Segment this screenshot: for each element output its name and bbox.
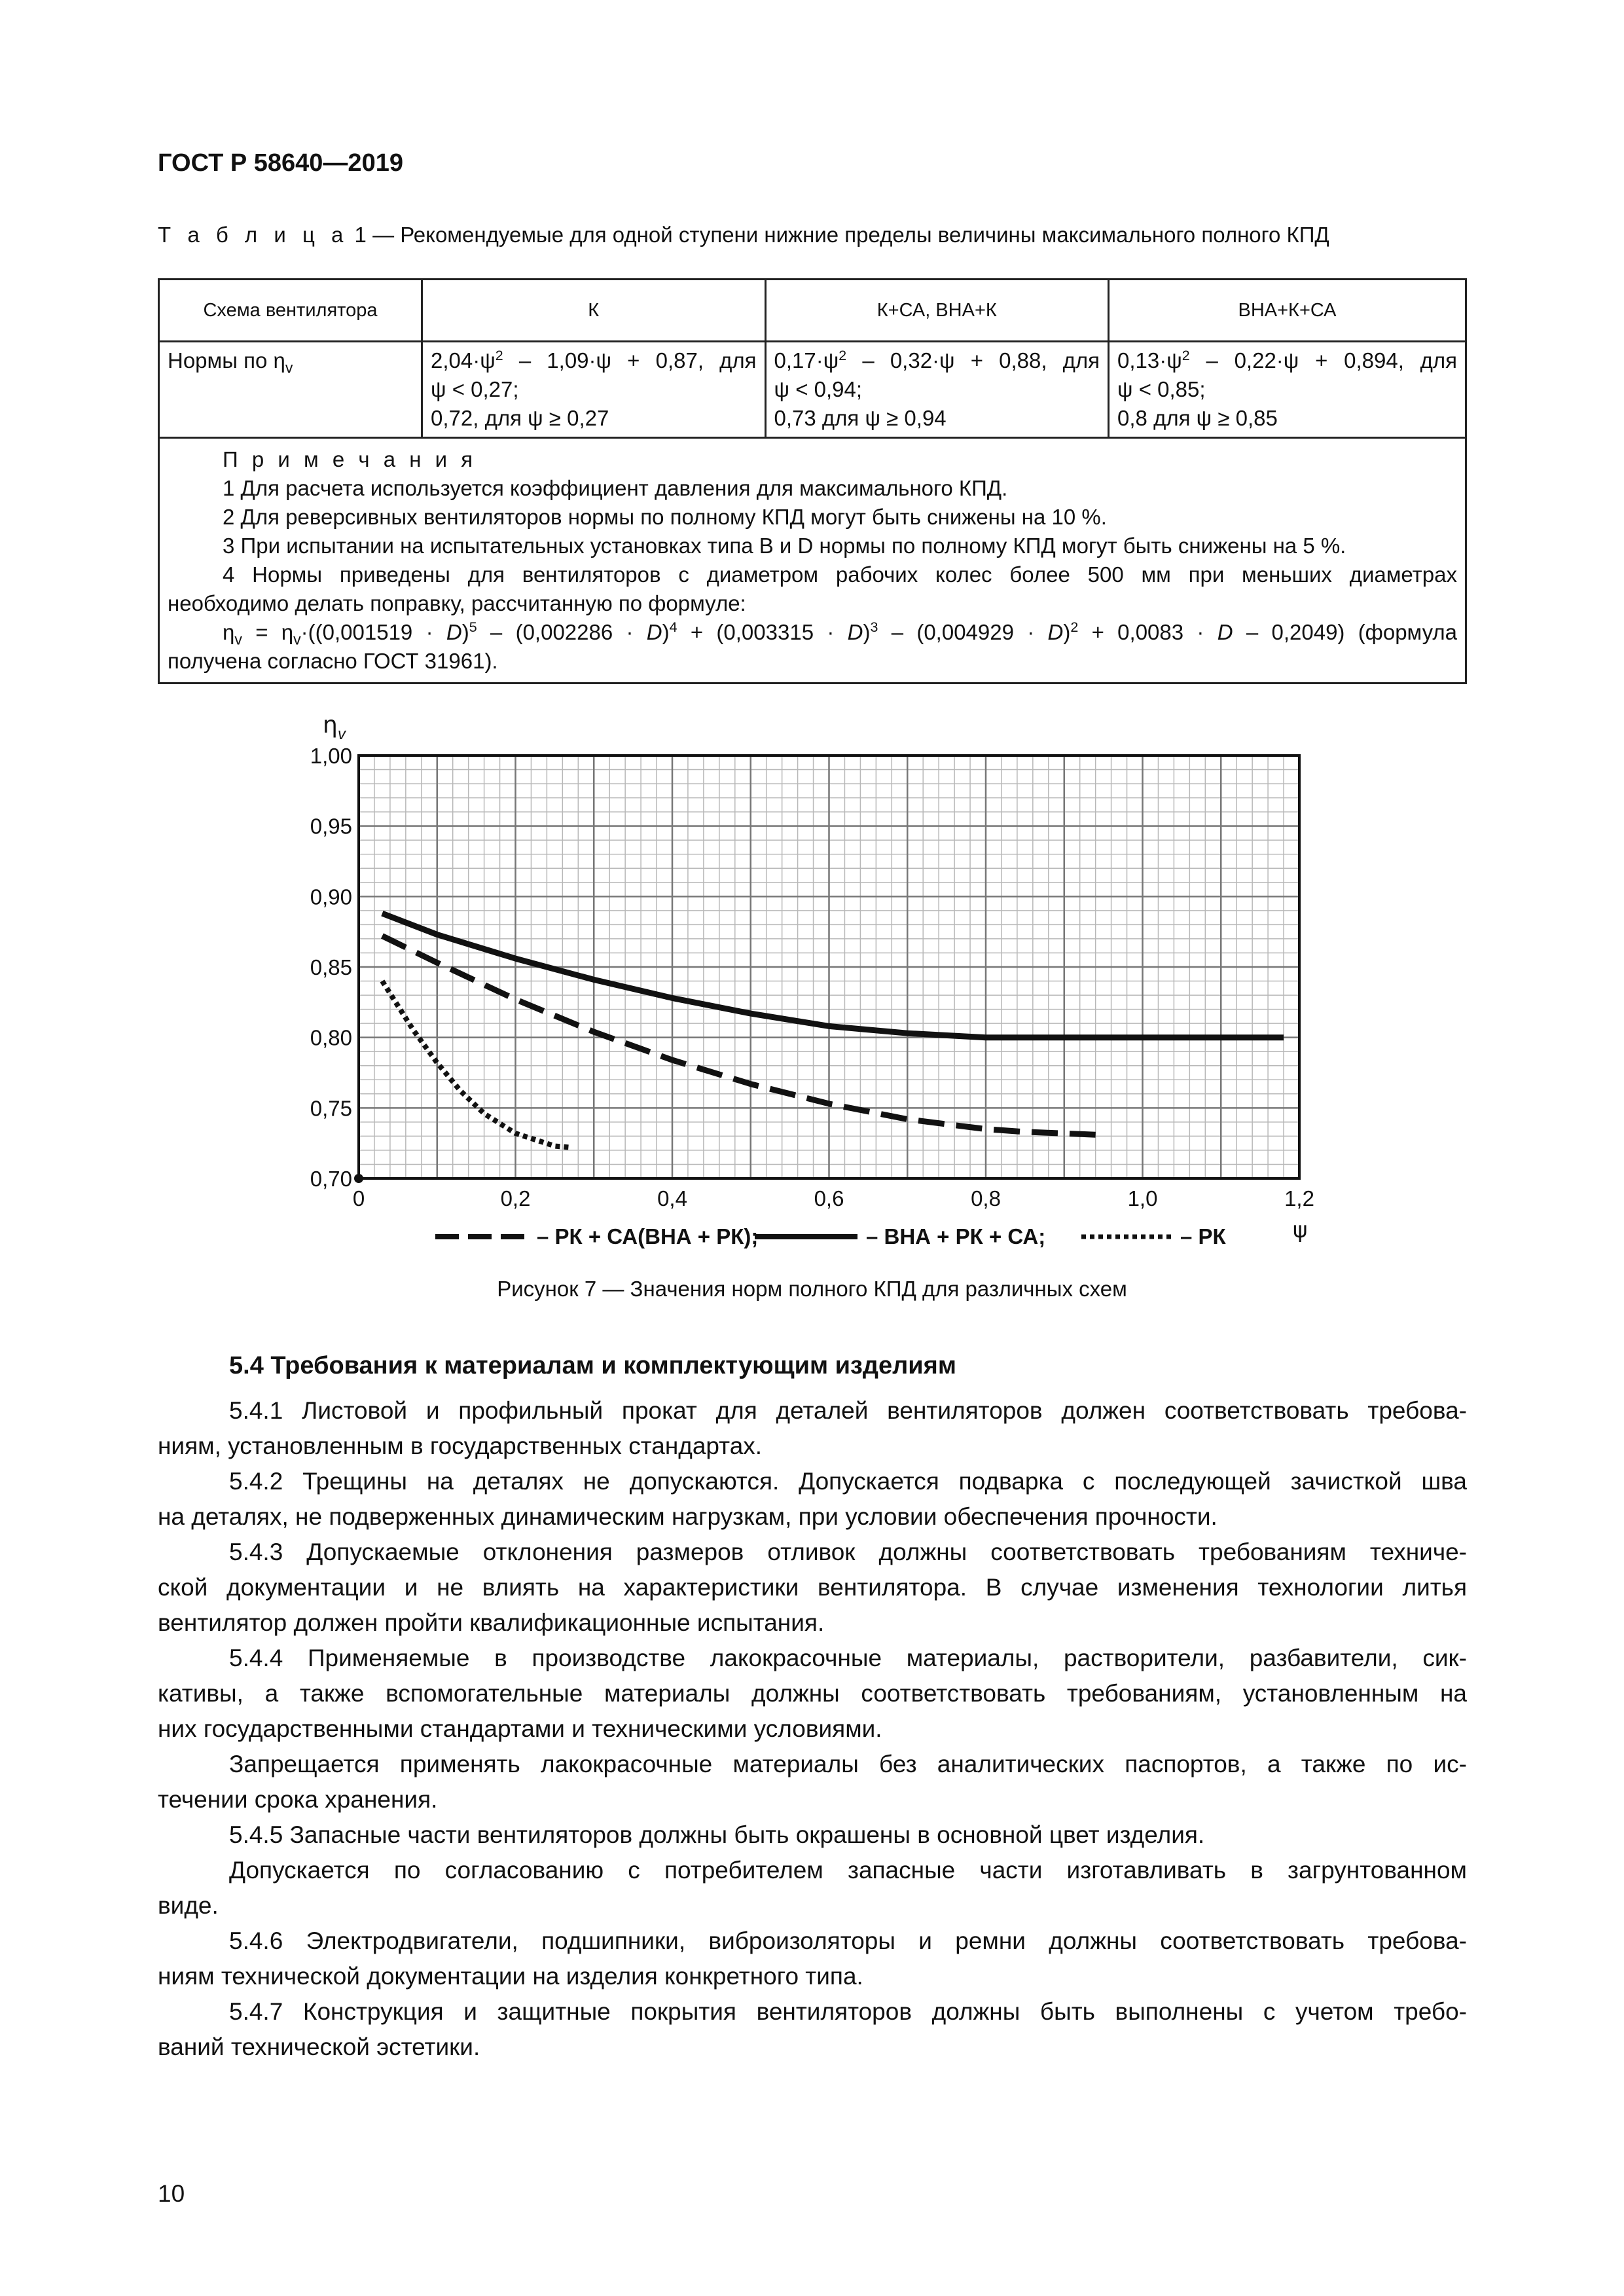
paragraph-line: Запрещается применять лакокрасочные материалы без аналитических паспортов, а также по ис- [229, 1751, 1467, 1777]
y-tick-label: 0,95 [310, 814, 352, 839]
table-cell: $0,17\cdot\psi^2 - 0,32\cdot\psi + 0,88$, для ψ < 0,94; 0,73 для ψ ≥ 0,94 [765, 342, 1109, 438]
x-tick-label: 1,0 [1127, 1186, 1158, 1211]
paragraph-line: кативы, а также вспомогательные материалы должны соответствовать требованиям, установленным на [158, 1680, 1467, 1707]
series-line-dashed [382, 936, 1096, 1135]
x-tick-label: 0,8 [971, 1186, 1001, 1211]
table-header-row [159, 280, 1466, 342]
paragraph-line: 5.4.7 Конструкция и защитные покрытия вентиляторов должны быть выполнены с учетом требо- [229, 1998, 1467, 2025]
y-axis-label: η [323, 712, 338, 738]
formula-source: получена согласно ГОСТ 31961). [168, 649, 498, 673]
y-tick-label: 0,85 [310, 955, 352, 979]
paragraph-line: виде. [158, 1892, 219, 1919]
table-caption-label: Т а б л и ц а [158, 223, 349, 247]
section-title: 5.4 Требования к материалам и комплектующим изделиям [229, 1352, 956, 1379]
paragraph-line: ваний технической эстетики. [158, 2033, 480, 2060]
note: 2 Для реверсивных вентиляторов нормы по полному КПД могут быть снижены на 10 %. [223, 505, 1107, 529]
table-cell: $0,13\cdot\psi^2 - 0,22\cdot\psi + 0,894$, для ψ < 0,85; 0,8 для ψ ≥ 0,85 [1109, 342, 1466, 438]
note: 1 Для расчета используется коэффициент давления для максимального КПД. [223, 476, 1008, 500]
table-row [159, 342, 1466, 438]
table-caption [158, 223, 1329, 247]
x-tick-label: 1,2 [1284, 1186, 1314, 1211]
legend-label: – ВНА + РК + СА; [866, 1224, 1046, 1248]
paragraph-line: ниям технической документации на изделия конкретного типа. [158, 1963, 863, 1990]
x-tick-label: 0,4 [657, 1186, 687, 1211]
paragraph-line: 5.4.6 Электродвигатели, подшипники, виброизоляторы и ремни должны соответствовать требова- [229, 1927, 1467, 1954]
formula: $\eta_v = \eta_v\cdot((0,001519 \cdot D)^5 - (0,002286 \cdot D)^4 + (0,003315 \cdot D)^3 - (0,004929 \cdot D)^2 + 0,0083 \cdot D - 0,2049)$ (формула [223, 619, 1457, 648]
table-notes-row [159, 438, 1466, 683]
y-tick-label: 0,90 [310, 884, 352, 909]
series-line-solid [382, 913, 1284, 1038]
x-tick-label: 0 [352, 1186, 365, 1211]
legend-label: – РК + СА(ВНА + РК); [537, 1224, 759, 1248]
x-axis-label: ψ [1293, 1217, 1308, 1243]
notes-title: П р и м е ч а н и я [223, 447, 477, 471]
paragraph-line: течении срока хранения. [158, 1786, 438, 1813]
paragraph-line: 5.4.4 Применяемые в производстве лакокрасочные материалы, растворители, разбавители, сик- [229, 1645, 1467, 1671]
paragraph-line: 5.4.2 Трещины на деталях не допускаются. Допускается подварка с последующей зачисткой шва [229, 1468, 1467, 1495]
paragraph-line: вентилятор должен пройти квалификационные испытания. [158, 1609, 825, 1636]
paragraph-line: 5.4.5 Запасные части вентиляторов должны быть окрашены в основной цвет изделия. [229, 1821, 1205, 1848]
column-header: ВНА+К+СА [1109, 280, 1466, 342]
page-number: 10 [158, 2180, 185, 2207]
column-header: К [422, 280, 766, 342]
series-line-dotted [382, 981, 570, 1148]
norms-table [158, 278, 1467, 684]
table-notes [159, 438, 1466, 683]
paragraph-line: ской документации и не влиять на характеристики вентилятора. В случае изменения технологии литья [158, 1574, 1467, 1601]
table-caption-text: 1 — Рекомендуемые для одной ступени нижние пределы величины максимального полного КПД [354, 223, 1329, 247]
column-header: Схема вентилятора [159, 280, 422, 342]
y-tick-label: 1,00 [310, 744, 352, 768]
y-tick-label: 0,75 [310, 1096, 352, 1121]
paragraph-line: 5.4.1 Листовой и профильный прокат для деталей вентиляторов должен соответствовать требова- [229, 1397, 1467, 1424]
origin-dot [354, 1174, 363, 1183]
paragraph-line: на деталях, не подверженных динамическим нагрузкам, при условии обеспечения прочности. [158, 1503, 1218, 1530]
row-label: Нормы по $\eta_v$ [159, 342, 422, 438]
paragraph-line: ниям, установленным в государственных стандартах. [158, 1432, 763, 1459]
column-header: К+СА, ВНА+К [765, 280, 1109, 342]
note: 3 При испытании на испытательных установках типа В и D нормы по полному КПД могут быть снижены на 5 %. [223, 534, 1346, 558]
y-tick-label: 0,80 [310, 1025, 352, 1050]
section-body [158, 1393, 1467, 2065]
y-axis-label-sub: v [338, 725, 346, 743]
document-header: ГОСТ Р 58640—2019 [158, 149, 403, 177]
x-tick-label: 0,2 [500, 1186, 531, 1211]
paragraph-line: Допускается по согласованию с потребителем запасные части изготавливать в загрунтованном [229, 1857, 1467, 1884]
paragraph-line: 5.4.3 Допускаемые отклонения размеров отливок должны соответствовать требованиям техниче- [229, 1539, 1467, 1565]
paragraph-line: них государственными стандартами и техническими условиями. [158, 1715, 882, 1742]
legend-label: – РК [1180, 1224, 1226, 1248]
plot-frame [359, 756, 1299, 1178]
y-tick-label: 0,70 [310, 1167, 352, 1191]
table-cell: $2,04\cdot\psi^2 - 1,09\cdot\psi + 0,87$, для ψ < 0,27; 0,72, для ψ ≥ 0,27 [422, 342, 766, 438]
note: 4 Нормы приведены для вентиляторов с диаметром рабочих колес более 500 мм при меньших диаметрах [223, 562, 1457, 587]
x-tick-label: 0,6 [814, 1186, 844, 1211]
figure-caption: Рисунок 7 — Значения норм полного КПД для различных схем [497, 1277, 1127, 1301]
note: необходимо делать поправку, рассчитанную по формуле: [168, 591, 746, 615]
